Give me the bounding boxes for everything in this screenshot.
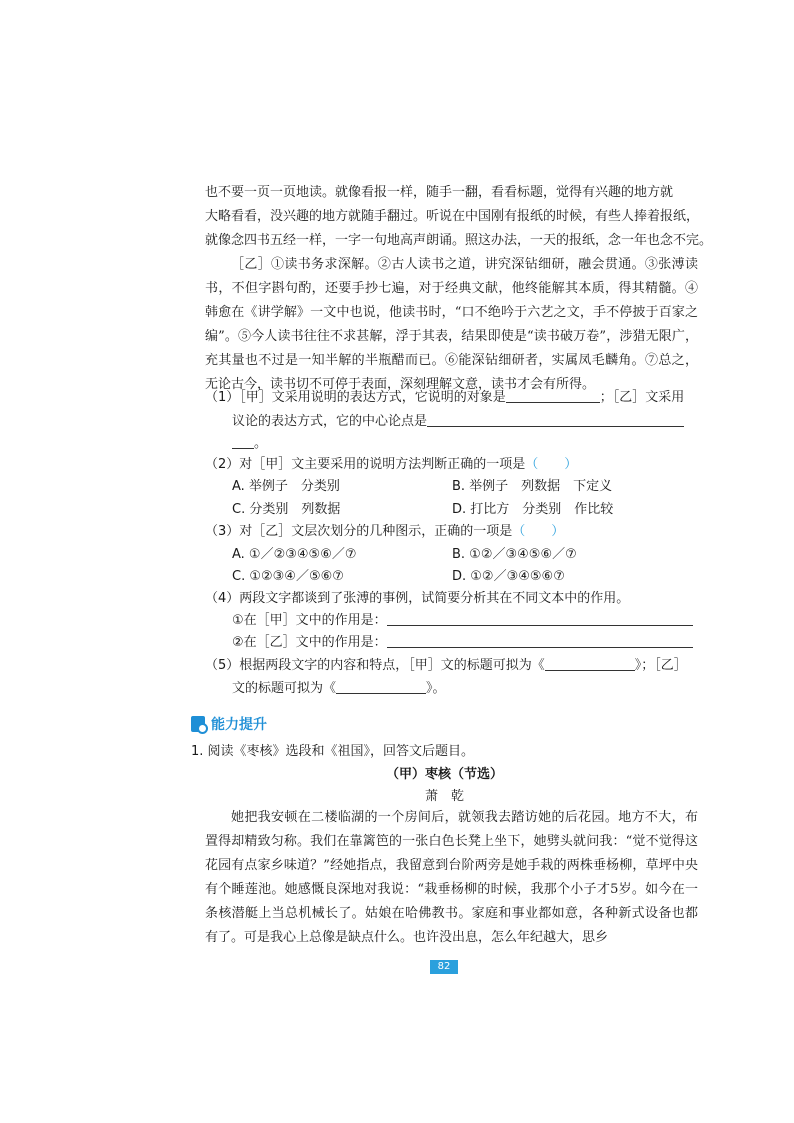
answer-blank[interactable] [427,412,684,427]
section-heading-text: 能力提升 [211,717,267,733]
question-5-text-d: 》。 [426,681,446,696]
passage-author: 萧 乾 [424,789,464,804]
question-2-text: （2）对［甲］文主要采用的说明方法判断正确的一项是 [205,457,526,472]
passage-line: 大略看看，没兴趣的地方就随手翻过。听说在中国刚有报纸的时候，有些人捧着报纸， [205,209,700,224]
passage-bottom-text: 她把我安顿在二楼临湖的一个房间后，就领我去踏访她的后花园。地方不大，布置得却精致匀称。我们在靠篱笆的一张白色长凳上坐下，她劈头就问我：“觉不觉得这花园有点家乡味道？”经她指点，我留意到台阶两旁是她手栽的两株垂杨柳，草坪中央有个睡莲池。她感慨良深地对我说：“栽垂杨柳的时候，我那个小子才5岁。如今在一条核潜艇上当总机械长了。姑娘在哈佛教书。家庭和事业都如意，各种新式设备也都有了。可是我心上总像是缺点什么。也许没出息，怎么年纪越大，思乡 [205,810,698,945]
passage-yi-text: ［乙］①读书务求深解。②古人读书之道，讲究深钻细研，融会贯通。③张溥读书，不但字斟句酌，还要手抄七遍，对于经典文献，他终能解其本质，得其精髓。④韩愈在《讲学解》一文中也说，他读书时，“口不绝吟于六艺之文，手不停披于百家之编”。⑤今人读书往往不求甚解，浮于其表，结果即使是“读书破万卷”，涉猎无限广，充其量也不过是一知半解的半瓶醋而已。⑥能深钻细研者，实属凤毛麟角。⑦总之，无论古今，读书切不可停于表面，深刻理解文意，读书才会有所得。 [205,257,698,392]
question-1-text-c: 议论的表达方式，它的中心论点是 [232,414,428,429]
task-instruction: 1. 阅读《枣核》选段和《祖国》，回答文后题目。 [191,744,475,759]
option-d[interactable]: D. 打比方 分类别 作比较 [452,502,614,517]
option-c[interactable]: C. 分类别 列数据 [232,502,341,517]
option-a[interactable]: A. 举例子 分类别 [232,479,340,494]
question-1-line2 [232,410,684,429]
question-1-end: 。 [254,436,268,451]
answer-blank[interactable] [387,633,693,648]
option-b[interactable]: B. 举例子 列数据 下定义 [452,479,613,494]
answer-blank[interactable] [545,656,635,671]
passage-bottom [205,806,698,950]
question-5-text-b: 》；［乙］ [634,658,687,673]
question-5-line2 [232,677,446,696]
question-4-b [232,631,693,650]
document-icon [191,716,205,732]
answer-blank[interactable] [506,388,600,403]
option-c[interactable]: C. ①②③④／⑤⑥⑦ [232,569,344,584]
option-a[interactable]: A. ①／②③④⑤⑥／⑦ [232,547,357,562]
question-4-a [232,609,693,628]
question-4-a-text: ①在［甲］文中的作用是： [232,613,387,628]
question-5-text-c: 文的标题可拟为《 [232,681,337,696]
question-4-b-text: ②在［乙］文中的作用是： [232,635,387,650]
answer-paren[interactable]: （ ） [512,524,565,539]
question-3 [205,520,564,539]
option-b[interactable]: B. ①②／③④⑤⑥／⑦ [452,547,577,562]
answer-blank[interactable] [232,434,254,449]
question-1-text: （1）［甲］文采用说明的表达方式，它说明的对象是 [205,390,506,405]
answer-paren[interactable]: （ ） [525,457,578,472]
section-heading [191,714,267,734]
passage-title: （甲）枣核（节选） [385,767,503,782]
question-3-text: （3）对［乙］文层次划分的几种图示，正确的一项是 [205,524,513,539]
answer-blank[interactable] [336,679,426,694]
question-5-text: （5）根据两段文字的内容和特点，［甲］文的标题可拟为《 [205,658,545,673]
passage-line: 也不要一页一页地读。就像看报一样，随手一翻，看看标题，觉得有兴趣的地方就 [205,185,674,200]
passage-yi [205,253,698,397]
question-1-text-b: ；［乙］文采用 [599,390,685,405]
answer-blank[interactable] [387,611,693,626]
page-number: 82 [430,960,458,974]
passage-line: 就像念四书五经一样，一字一句地高声朗诵。照这办法，一天的报纸，念一年也念不完。 [205,233,713,248]
option-d[interactable]: D. ①②／③④⑤⑥⑦ [452,569,565,584]
question-2 [205,453,577,472]
question-4: （4）两段文字都谈到了张溥的事例，试简要分析其在不同文本中的作用。 [205,591,630,606]
question-1 [205,386,684,405]
question-1-line3 [232,432,267,451]
question-5 [205,654,687,673]
passage-top [205,181,713,253]
